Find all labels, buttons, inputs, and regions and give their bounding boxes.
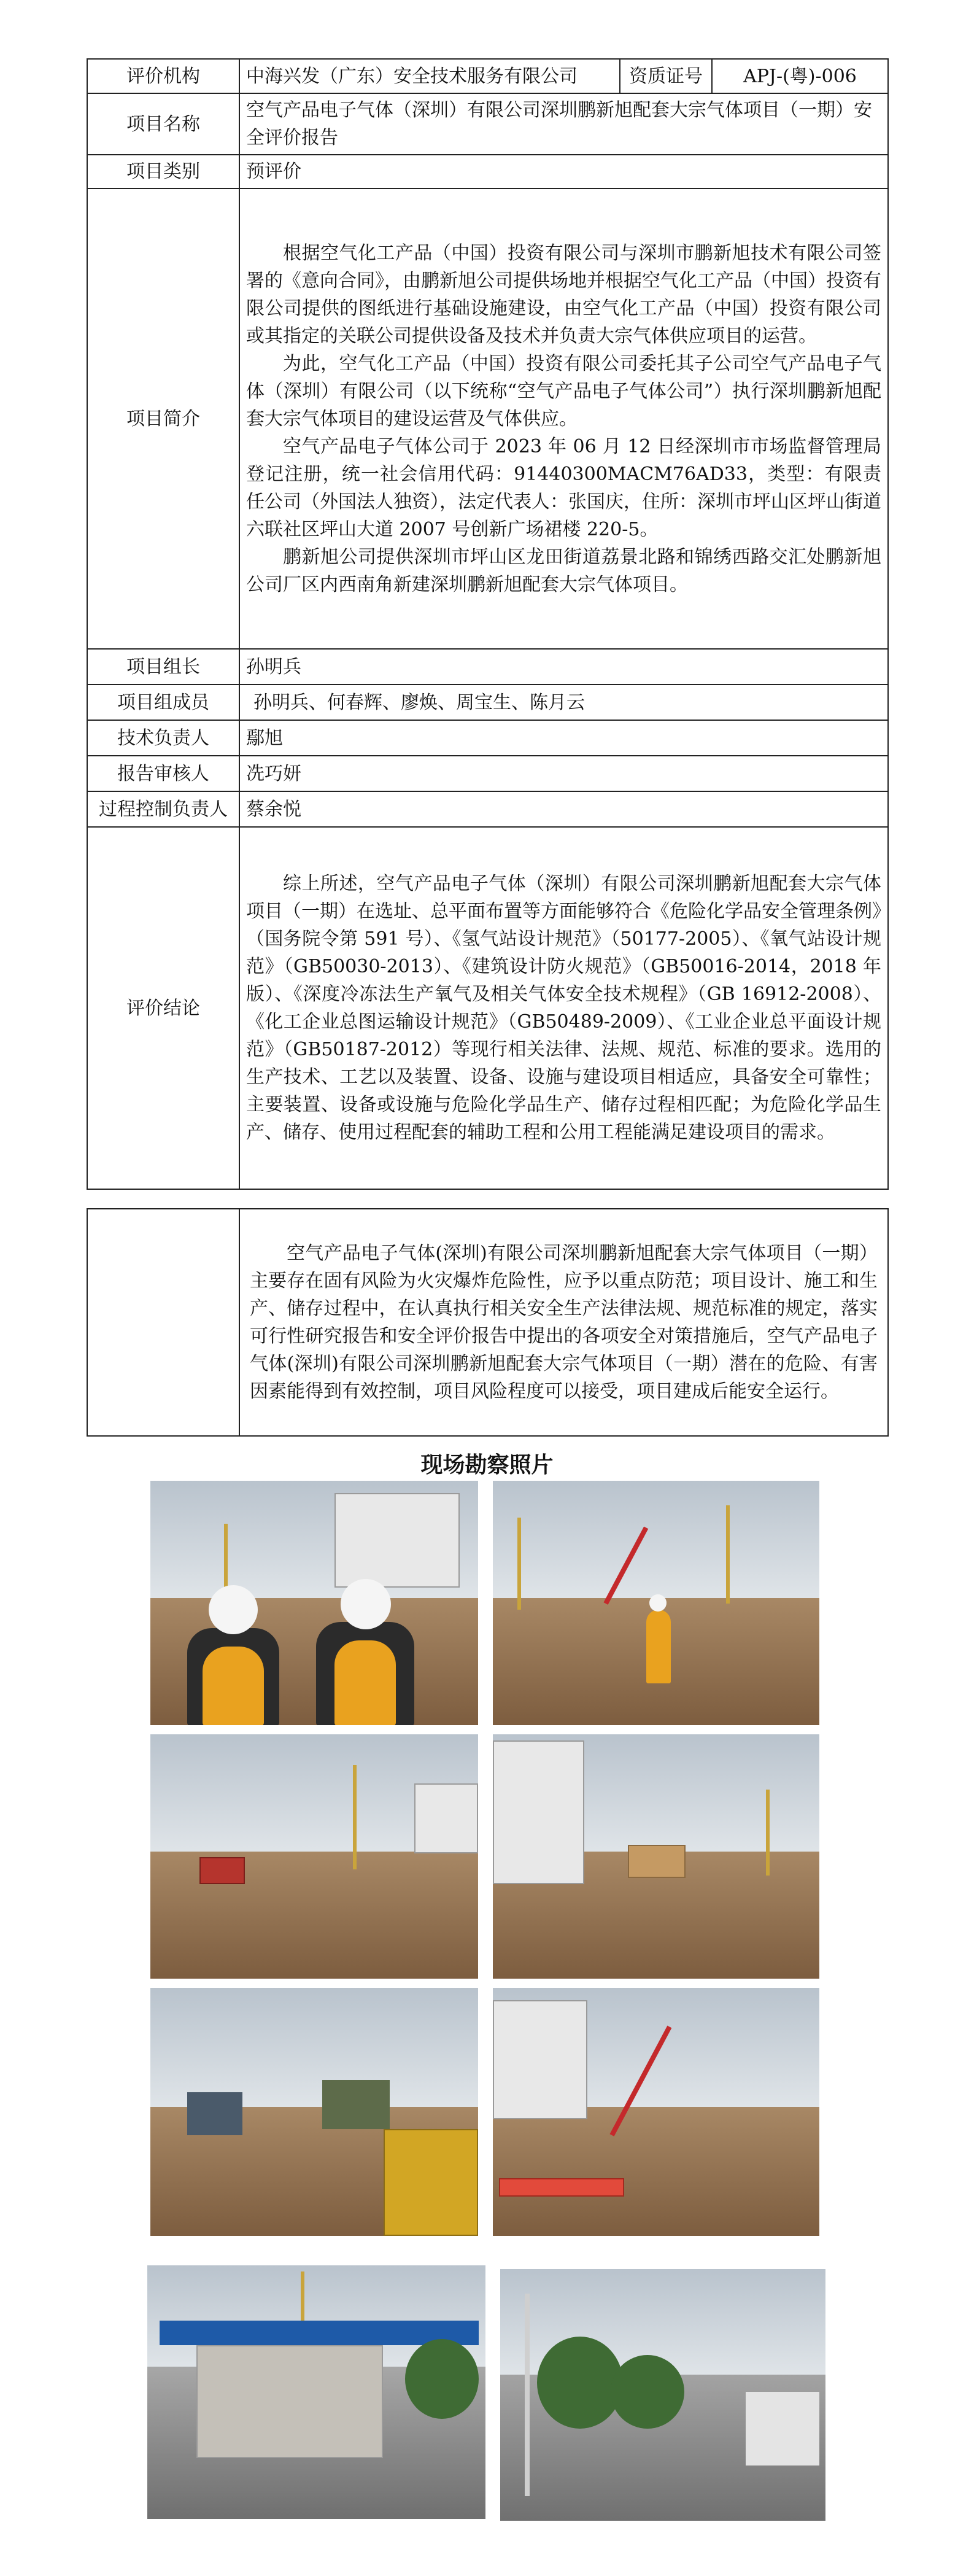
intro-label: 项目简介: [87, 188, 239, 649]
row-intro: [87, 188, 888, 649]
intro-paragraph: 鹏新旭公司提供深圳市坪山区龙田街道荔景北路和锦绣西路交汇处鹏新旭公司厂区内西南角新建深圳鹏新旭配套大宗气体项目。: [246, 546, 881, 596]
org-value: 中海兴发（广东）安全技术服务有限公司: [239, 59, 620, 93]
conclusion-text: [239, 827, 888, 1189]
site-photo-workers: [150, 1481, 478, 1725]
conclusion-paragraph: 空气产品电子气体(深圳)有限公司深圳鹏新旭配套大宗气体项目（一期）主要存在固有风险为火灾爆炸危险性，应予以重点防范；项目设计、施工和生产、储存过程中，在认真执行相关安全生产法律法规、规范标准的规定，落实可行性研究报告和安全评价报告中提出的各项安全对策措施后，空气产品电子气体(深圳)有限公司深圳鹏新旭配套大宗气体项目（一期）潜在的危险、有害因素能得到有效控制，项目风险程度可以接受，项目建成后能安全运行。: [250, 1243, 878, 1402]
process-control-label: 过程控制负责人: [87, 791, 239, 827]
project-type-label: 项目类别: [87, 155, 239, 188]
row-team-members: [87, 685, 888, 720]
site-photo-gate: [147, 2265, 485, 2519]
process-control-value: 蔡余悦: [239, 791, 888, 827]
site-photo-red-crane: [493, 1988, 819, 2236]
row-conclusion-continued: [87, 1209, 888, 1436]
row-org: [87, 59, 888, 93]
row-team-leader: [87, 649, 888, 685]
intro-paragraph: 为此，空气化工产品（中国）投资有限公司委托其子公司空气产品电子气体（深圳）有限公司（以下统称“空气产品电子气体公司”）执行深圳鹏新旭配套大宗气体项目的建设运营及气体供应。: [246, 352, 881, 430]
tech-lead-label: 技术负责人: [87, 720, 239, 756]
row-tech-lead: [87, 720, 888, 756]
row-project-name: [87, 93, 888, 155]
photos-title: 现场勘察照片: [420, 1453, 554, 1478]
team-members-value: 孙明兵、何春辉、廖焕、周宝生、陈月云: [239, 685, 888, 720]
report-sheet: [87, 58, 887, 1437]
team-leader-label: 项目组长: [87, 649, 239, 685]
intro-paragraph: 根据空气化工产品（中国）投资有限公司与深圳市鹏新旭技术有限公司签署的《意向合同》，由鹏新旭公司提供场地并根据空气化工产品（中国）投资有限公司提供的图纸进行基础设施建设，由空气化工产品（中国）投资有限公司或其指定的关联公司提供设备及技术并负责大宗气体供应项目的运营。: [246, 242, 881, 347]
project-type-value: 预评价: [239, 155, 888, 188]
info-table: [87, 58, 889, 1190]
project-name-label: 项目名称: [87, 93, 239, 155]
row-process-control: [87, 791, 888, 827]
cert-value: APJ-(粤)-006: [712, 59, 888, 93]
project-name-value: 空气产品电子气体（深圳）有限公司深圳鹏新旭配套大宗气体项目（一期）安全评价报告: [239, 93, 888, 155]
site-photo-road: [500, 2269, 825, 2521]
intro-paragraph: 空气产品电子气体公司于 2023 年 06 月 12 日经深圳市市场监督管理局登记注册，统一社会信用代码：91440300MACM76AD33，类型：有限责任公司（外国法人独资），法定代表人：张国庆，住所：深圳市坪山区坪山街道六联社区坪山大道 2007 号创新广场裙楼 220-5。: [246, 435, 881, 540]
team-leader-value: 孙明兵: [239, 649, 888, 685]
cert-label: 资质证号: [620, 59, 712, 93]
row-reviewer: [87, 756, 888, 791]
row-conclusion: [87, 827, 888, 1189]
conclusion-continued-table: [87, 1208, 889, 1437]
tech-lead-value: 鄢旭: [239, 720, 888, 756]
site-photo-excavation: [150, 1734, 478, 1979]
org-label: 评价机构: [87, 59, 239, 93]
site-photo-worker-standing: [493, 1481, 819, 1725]
intro-text: [239, 188, 888, 649]
reviewer-label: 报告审核人: [87, 756, 239, 791]
site-photo-loader: [150, 1988, 478, 2236]
conclusion-label: 评价结论: [87, 827, 239, 1189]
conclusion-text-continued: [239, 1209, 888, 1436]
empty-label-cell: [87, 1209, 239, 1436]
row-project-type: [87, 155, 888, 188]
team-members-label: 项目组成员: [87, 685, 239, 720]
site-photo-building: [493, 1734, 819, 1979]
conclusion-paragraph: 综上所述，空气产品电子气体（深圳）有限公司深圳鹏新旭配套大宗气体项目（一期）在选址、总平面布置等方面能够符合《危险化学品安全管理条例》（国务院令第 591 号）、《氢气站设计规范》（50177-2005）、《氧气站设计规范》（GB50030-2013）、《建筑设计防火规范》（GB50016-2014，2018 年版）、《深度冷冻法生产氧气及相关气体安全技术规程》（GB 16912-2008）、《化工企业总图运输设计规范》（GB50489-2009）、《工业企业总平面设计规范》（GB50187-2012）等现行相关法律、法规、规范、标准的要求。选用的生产技术、工艺以及装置、设备、设施与建设项目相适应，具备安全可靠性；主要装置、设备或设施与危险化学品生产、储存过程相匹配；为危险化学品生产、储存、使用过程配套的辅助工程和公用工程能满足建设项目的需求。: [246, 873, 881, 1143]
reviewer-value: 冼巧妍: [239, 756, 888, 791]
